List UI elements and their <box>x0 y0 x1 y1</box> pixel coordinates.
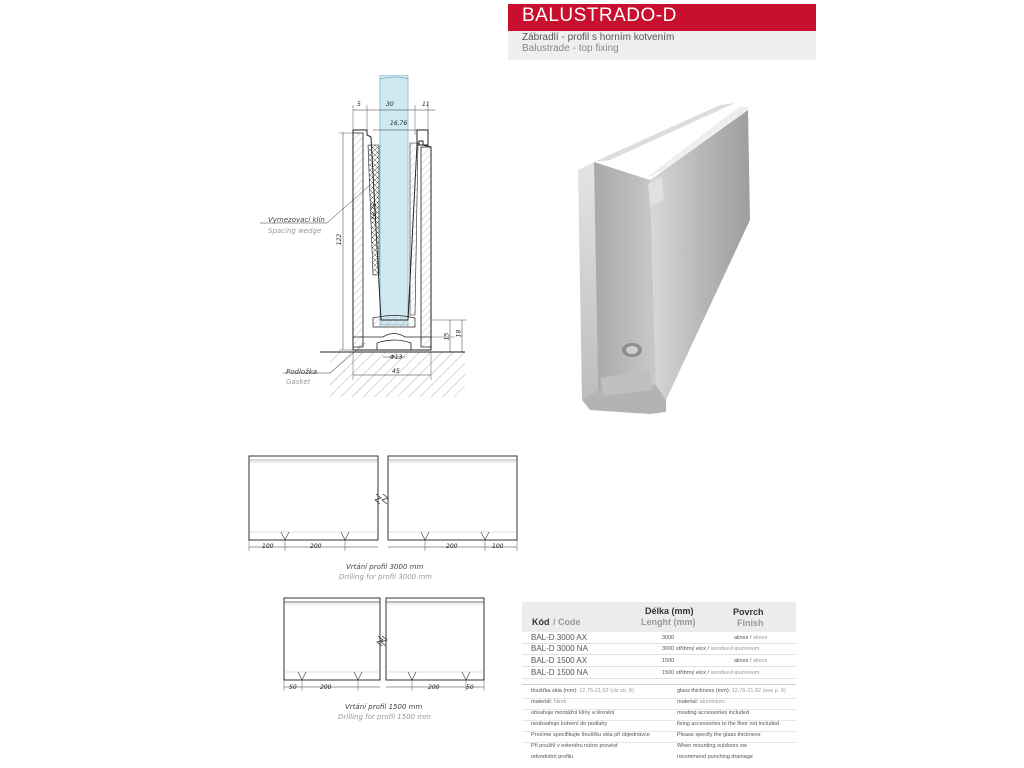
drill1500-dim3: 200 <box>428 684 440 691</box>
header-length-cz: Délka (mm) <box>645 606 694 616</box>
note-row: Prosíme specifikujte tloušťku skla při objednávce Please specify the glass thickness <box>522 732 796 743</box>
row-code: BAL-D 1500 NA <box>531 668 588 677</box>
row-finish: alinox / alinox <box>734 635 768 641</box>
note-row: neobsahuje kotvení do podlahy fixing accessories to the floor not included <box>522 721 796 732</box>
dim-122: 122 <box>336 233 344 246</box>
dim-45: 45 <box>392 368 400 375</box>
wedge-label-cz: Vymezovací klín <box>268 216 325 224</box>
dim-30: 30 <box>386 101 394 108</box>
note-row: obsahuje montážní klíny a těsnění mouting accessories included <box>522 710 796 721</box>
wedge-label-en: Spacing wedge <box>268 227 322 235</box>
cross-section-drawing <box>255 75 470 405</box>
note-row: Při použití v exteriéru nutno provést When mounting outdoors we odvodnění profilu recommend punching drainage <box>531 743 753 760</box>
row-finish: stříbrný elox / anodised aluminium <box>676 646 760 652</box>
profile-product-image <box>570 100 770 415</box>
dim-inner: 16,76 <box>371 202 379 221</box>
drill3000-dim3: 200 <box>446 543 458 550</box>
subtitle-en: Balustrade - top fixing <box>522 43 619 54</box>
drilling-1500-drawing <box>280 594 490 696</box>
drill3000-dim1: 100 <box>262 543 274 550</box>
header-code-en: / Code <box>553 617 581 627</box>
gasket-label-cz: Podložka <box>286 368 318 376</box>
drilling-3000-drawing <box>245 452 520 557</box>
drill3000-dim4: 100 <box>492 543 504 550</box>
row-code: BAL-D 1500 AX <box>531 656 588 665</box>
drill1500-caption-en: Drilling for profil 1500 mm <box>338 713 431 721</box>
dim-1676: 16,76 <box>390 120 408 127</box>
table-row <box>522 633 796 644</box>
note-row: tloušťka skla (mm): 12,76-21,52 (viz str. 6) glass thickness (mm): 12,76-21,52 (see p. 6) <box>522 688 796 699</box>
row-length: 3000 <box>662 635 675 641</box>
dim-13: Φ13 <box>390 354 403 361</box>
table-row <box>522 668 796 679</box>
drill1500-caption-cz: Vrtání profil 1500 mm <box>345 703 423 711</box>
subtitle-cz: Zábradlí - profil s horním kotvením <box>522 32 675 43</box>
header-finish-en: Finish <box>737 618 764 628</box>
row-code: BAL-D 3000 AX <box>531 633 588 642</box>
row-finish: stříbrný elox / anodised aluminium <box>676 670 760 676</box>
page-title: BALUSTRADO-D <box>522 5 677 26</box>
drill3000-caption-en: Drilling for profil 3000 mm <box>339 573 432 581</box>
table-row <box>522 656 796 667</box>
drill1500-dim4: 50 <box>466 684 474 691</box>
dim-15: 15 <box>443 332 451 341</box>
drill1500-dim2: 200 <box>320 684 332 691</box>
header-code-cz: Kód <box>532 617 550 627</box>
row-length: 1500 <box>662 658 675 664</box>
row-code: BAL-D 3000 NA <box>531 644 588 653</box>
dim-5: 5 <box>357 101 361 108</box>
header-length-en: Lenght (mm) <box>641 617 696 627</box>
note-row: materiál: hliník material: aluminium <box>522 699 796 710</box>
dim-11: 11 <box>422 101 430 108</box>
drill3000-caption-cz: Vrtání profil 3000 mm <box>346 563 424 571</box>
row-length: 3000 <box>662 646 675 652</box>
gasket-label-en: Gasket <box>286 378 311 386</box>
drill3000-dim2: 200 <box>310 543 322 550</box>
row-length: 1500 <box>662 670 675 676</box>
notes-divider <box>522 684 796 685</box>
row-finish: alinox / alinox <box>734 658 768 664</box>
table-row <box>522 644 796 655</box>
drill1500-dim1: 50 <box>289 684 297 691</box>
dim-18: 18 <box>455 329 463 338</box>
header-finish-cz: Povrch <box>733 607 764 617</box>
